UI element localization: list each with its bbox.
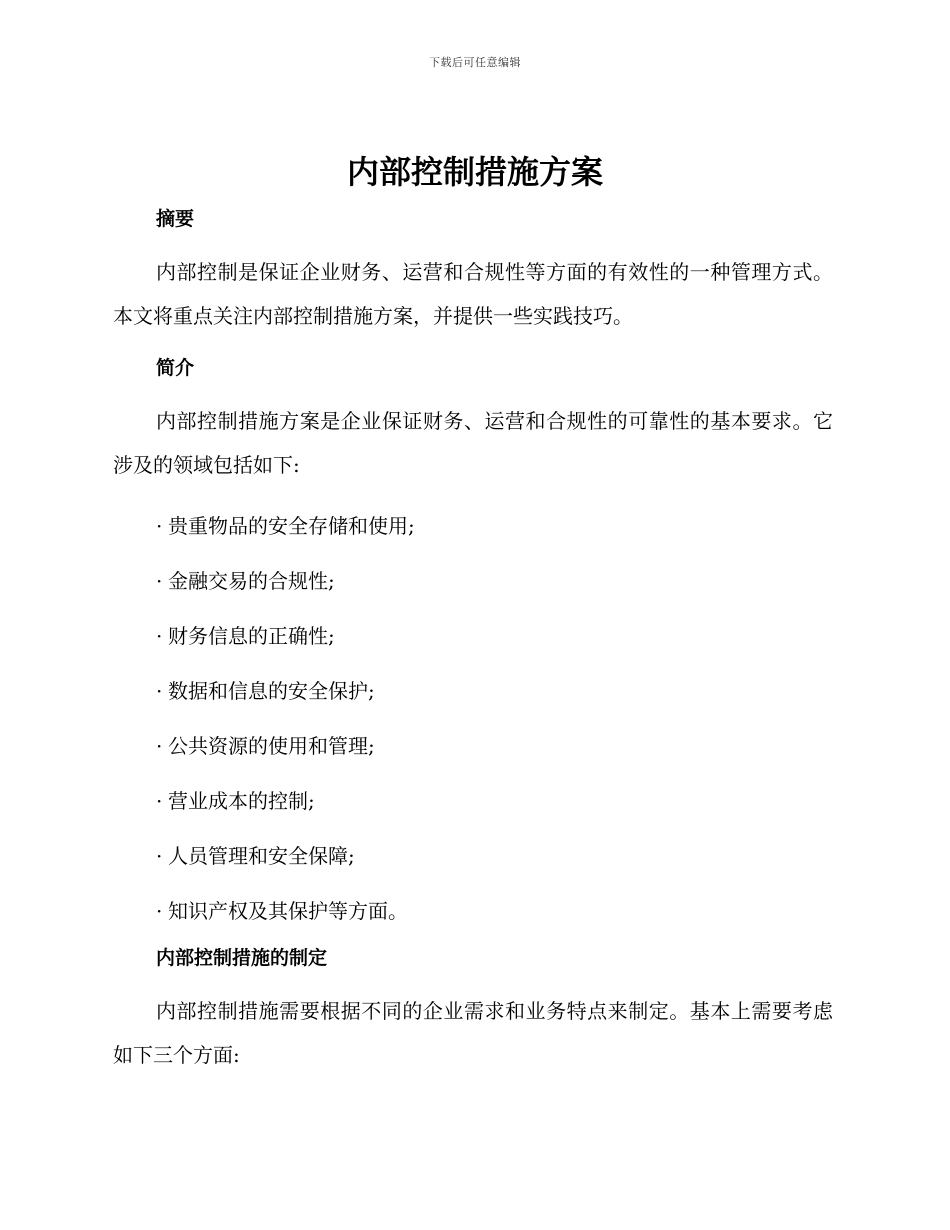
bullet-marker: · (156, 899, 163, 923)
list-item-text: 知识产权及其保护等方面。 (168, 899, 408, 923)
list-item (113, 774, 833, 829)
list-item-text: 贵重物品的安全存储和使用; (168, 514, 415, 538)
bullet-marker: · (156, 514, 163, 538)
bullet-marker: · (156, 734, 163, 758)
list-item (113, 884, 833, 939)
list-item-text: 财务信息的正确性; (168, 624, 335, 648)
list-item-text: 公共资源的使用和管理; (168, 734, 375, 758)
section-heading-intro: 简介 (156, 357, 195, 379)
list-item-text: 人员管理和安全保障; (168, 844, 355, 868)
document-title: 内部控制措施方案 (346, 153, 603, 191)
list-item-text: 金融交易的合规性; (168, 569, 335, 593)
bullet-marker: · (156, 569, 163, 593)
list-item (113, 664, 833, 719)
section-heading-formulation: 内部控制措施的制定 (156, 947, 328, 969)
intro-bullet-list (113, 499, 833, 939)
abstract-paragraph: 内部控制是保证企业财务、运营和合规性等方面的有效性的一种管理方式。本文将重点关注内部控制措施方案，并提供一些实践技巧。 (113, 260, 833, 328)
page-header: 下载后可任意编辑 (429, 56, 521, 69)
list-item-text: 数据和信息的安全保护; (168, 679, 375, 703)
bullet-marker: · (156, 624, 163, 648)
bullet-marker: · (156, 844, 163, 868)
bullet-marker: · (156, 789, 163, 813)
list-item (113, 829, 833, 884)
list-item (113, 719, 833, 774)
bullet-marker: · (156, 679, 163, 703)
intro-paragraph: 内部控制措施方案是企业保证财务、运营和合规性的可靠性的基本要求。它涉及的领域包括如下: (113, 409, 833, 477)
list-item-text: 营业成本的控制; (168, 789, 315, 813)
formulation-paragraph: 内部控制措施需要根据不同的企业需求和业务特点来制定。基本上需要考虑如下三个方面: (113, 999, 833, 1067)
list-item (113, 554, 833, 609)
document-body (113, 200, 833, 1077)
list-item (113, 609, 833, 664)
section-heading-abstract: 摘要 (156, 208, 195, 230)
list-item (113, 499, 833, 554)
